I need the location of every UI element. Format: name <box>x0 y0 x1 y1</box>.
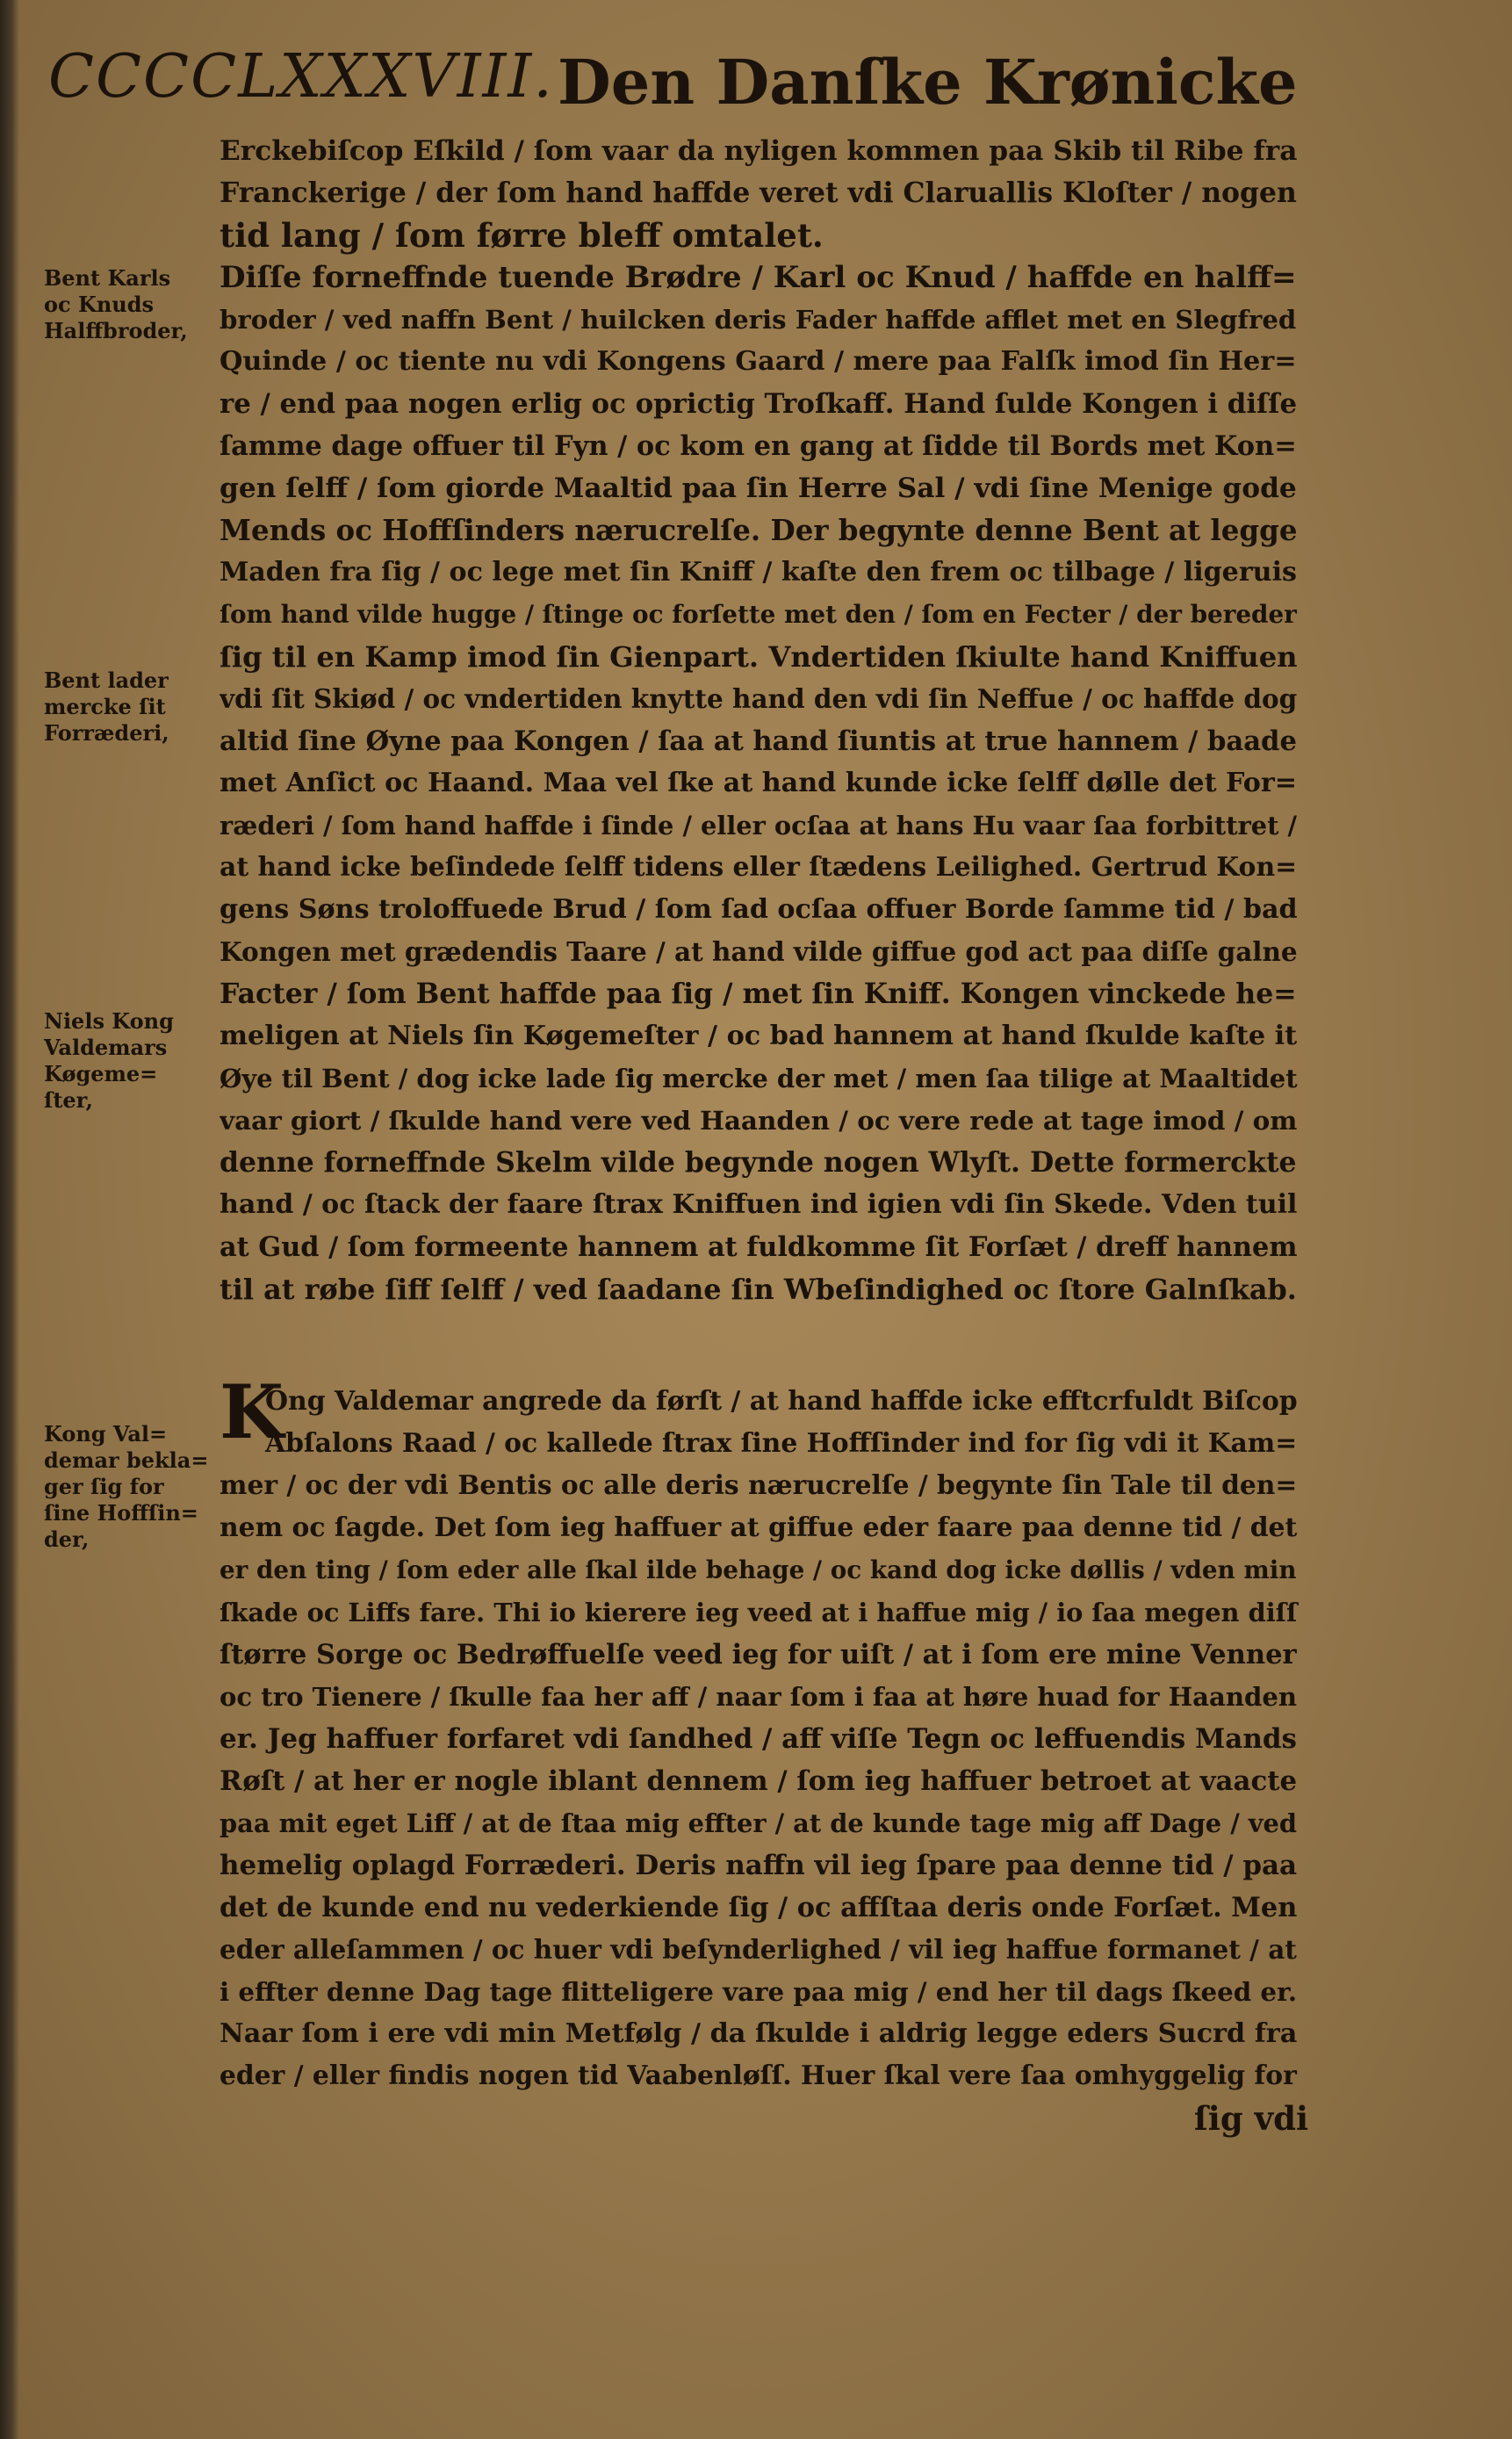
sidenote-line: oc Knuds <box>44 292 155 317</box>
sidenote-line: demar bekla= <box>44 1447 209 1473</box>
text-line: met Anſict oc Haand. Maa vel ſke at hand kunde icke ſelff dølle det For= <box>220 768 1298 798</box>
text-line: Ong Valdemar angrede da førſt / at hand haffde icke efftcrfuldt Biſcop <box>265 1386 1298 1417</box>
text-line: hand / oc ſtack der faare ſtrax Kniffuen ind igien vdi ſin Skede. Vden tuil <box>220 1189 1298 1220</box>
text-line: re / end paa nogen erlig oc oprictig Troſkaff. Hand ſulde Kongen i diſſe <box>220 388 1298 420</box>
sidenote-line: Kong Val= <box>44 1421 168 1447</box>
text-line: ſamme dage offuer til Fyn / oc kom en gang at ſidde til Bords met Kon= <box>220 430 1297 462</box>
text-line: er. Jeg haffuer forfaret vdi ſandhed / aff viſſe Tegn oc leffuendis Mands <box>220 1723 1297 1755</box>
text-line: Naar ſom i ere vdi min Metfølg / da ſkulde i aldrig legge eders Sucrd fra <box>220 2018 1298 2049</box>
text-line: altid ſine Øyne paa Kongen / ſaa at hand ſiuntis at true hannem / baade <box>220 725 1297 757</box>
sidenote-bent <box>44 265 228 344</box>
text-line: Franckerige / der ſom hand haffde veret vdi Claruallis Kloſter / nogen <box>220 177 1297 209</box>
text-line: ſtørre Sorge oc Bedrøffuelſe veed ieg for uiſt / at i ſom ere mine Venner <box>220 1639 1297 1670</box>
binding-gutter <box>0 0 19 2439</box>
sidenote-line: Niels Kong <box>44 1008 174 1034</box>
text-line: vaar giort / ſkulde hand vere ved Haanden / oc vere rede at tage imod / om <box>220 1105 1298 1136</box>
text-line: Facter / ſom Bent haffde paa ſig / met ſin Kniff. Kongen vinckede he= <box>220 978 1297 1010</box>
sidenote-forraederi <box>44 667 228 747</box>
text-line: Diſſe forneffnde tuende Brødre / Karl oc Knud / haffde en halff= <box>220 260 1297 295</box>
sidenote-line: Valdemars <box>44 1035 168 1060</box>
text-line: tid lang / ſom førre bleff omtalet. <box>220 216 824 255</box>
text-line: i effter denne Dag tage flitteligere vare paa mig / end her til dags ſkeed er. <box>220 1976 1298 2007</box>
text-line: eder / eller findis nogen tid Vaabenløſſ. Huer ſkal vere ſaa omhyggelig for <box>220 2060 1297 2091</box>
sidenote-line: Bent Karls <box>44 265 171 291</box>
paragraph-2 <box>220 1381 1308 2140</box>
text-line: Maden fra ſig / oc lege met ſin Kniff / kaſte den frem oc tilbage / ligeruis <box>220 557 1297 588</box>
text-line: er den ting / ſom eder alle ſkal ilde behage / oc kand dog icke døllis / vden min <box>220 1555 1297 1584</box>
text-line: gens Søns troloffuede Brud / ſom ſad ocſaa offuer Borde ſamme tid / bad <box>220 894 1298 925</box>
text-line: at hand icke beſindede ſelff tidens eller ſtædens Leilighed. Gertrud Kon= <box>220 852 1298 883</box>
sidenote-line: der, <box>44 1526 90 1552</box>
text-line: Quinde / oc tiente nu vdi Kongens Gaard / mere paa Falſk imod ſin Her= <box>220 346 1297 377</box>
text-line: eder alleſammen / oc huer vdi beſynderlighed / vil ieg haffue formanet / at <box>220 1934 1297 1965</box>
text-line: det de kunde end nu vederkiende ſig / oc affſtaa deris onde Forſæt. Men <box>220 1892 1298 1923</box>
text-line: Mends oc Hoffſinders nærucrelſe. Der begynte denne Bent at legge <box>220 513 1298 547</box>
text-line: Øye til Bent / dog icke lade ſig mercke der met / men ſaa tilige at Maaltidet <box>220 1064 1298 1093</box>
sidenote-niels <box>44 1008 228 1114</box>
running-title: Den Danſke Krønicke <box>558 46 1298 119</box>
text-line: Abſalons Raad / oc kallede ſtrax ſine Hoffſinder ind for ſig vdi it Kam= <box>265 1428 1298 1459</box>
text-line: ſom hand vilde hugge / ſtinge oc forſette met den / ſom en Fecter / der bereder <box>220 600 1297 629</box>
text-line: ræderi / ſom hand haffde i ſinde / eller ocſaa at hans Hu vaar ſaa forbittret / <box>220 811 1298 841</box>
catchword: ſig vdi <box>1193 2099 1308 2138</box>
sidenote-line: ſter, <box>44 1087 93 1113</box>
text-line: gen ſelff / ſom giorde Maaltid paa ſin Herre Sal / vdi ſine Menige gode <box>220 473 1297 504</box>
text-line: vdi ſit Skiød / oc vndertiden knytte hand den vdi ſin Neffue / oc haffde dog <box>220 683 1298 714</box>
sidenote-line: Forræderi, <box>44 720 169 746</box>
text-line: paa mit eget Liff / at de ſtaa mig effter / at de kunde tage mig aff Dage / ved <box>220 1808 1298 1838</box>
folio-number: CCCCLXXXVIII. <box>48 42 554 112</box>
text-line: nem oc ſagde. Det ſom ieg haffuer at giffue eder faare paa denne tid / det <box>220 1512 1298 1543</box>
text-line: hemelig oplagd Forræderi. Deris naffn vil ieg ſpare paa denne tid / paa <box>220 1850 1298 1881</box>
paragraph-1 <box>220 130 1308 1310</box>
text-line: mer / oc der vdi Bentis oc alle deris nærucrelſe / begynte ſin Tale til den= <box>220 1470 1298 1501</box>
sidenote-line: ſine Hoffſin= <box>44 1500 198 1526</box>
text-line: Røſt / at her er nogle iblant dennem / ſom ieg haffuer betroet at vaacte <box>220 1765 1298 1797</box>
sidenote-line: mercke ſit <box>44 694 166 719</box>
text-line: til at røbe ſiff ſelff / ved ſaadane ſin Wbeſindighed oc ſtore Galnſkab. <box>220 1273 1297 1306</box>
text-line: broder / ved naffn Bent / huilcken deris Fader haffde afflet met en Slegfred <box>220 305 1297 335</box>
text-line: denne forneffnde Skelm vilde begynde nogen Wlyſt. Dette formerckte <box>220 1146 1297 1179</box>
sidenote-line: ger ſig for <box>44 1474 164 1499</box>
text-line: meligen at Niels ſin Køgemeſter / oc bad hannem at hand ſkulde kaſte it <box>220 1021 1298 1051</box>
drop-cap: K <box>220 1368 284 1455</box>
text-line: ſig til en Kamp imod ſin Gienpart. Vndertiden ſkiulte hand Kniffuen <box>220 640 1298 674</box>
sidenote-line: Bent lader <box>44 667 169 693</box>
running-head <box>48 42 1298 121</box>
sidenote-line: Halffbroder, <box>44 318 188 343</box>
sidenote-kong-valdemar <box>44 1421 228 1553</box>
text-line: ſkade oc Liffs fare. Thi io kierere ieg veed at i haffue mig / io ſaa megen diſſ <box>220 1598 1298 1627</box>
text-line: Erckebiſcop Eſkild / ſom vaar da nyligen kommen paa Skib til Ribe fra <box>220 135 1298 167</box>
text-line: Kongen met grædendis Taare / at hand vilde giffue god act paa diſſe galne <box>220 936 1298 967</box>
text-line: at Gud / ſom formeente hannem at fuldkomme ſit Forſæt / dreff hannem <box>220 1231 1298 1263</box>
text-line: oc tro Tienere / ſkulle faa her aff / naar ſom i faa at høre huad for Haanden <box>220 1682 1298 1712</box>
sidenote-line: Køgeme= <box>44 1061 158 1086</box>
